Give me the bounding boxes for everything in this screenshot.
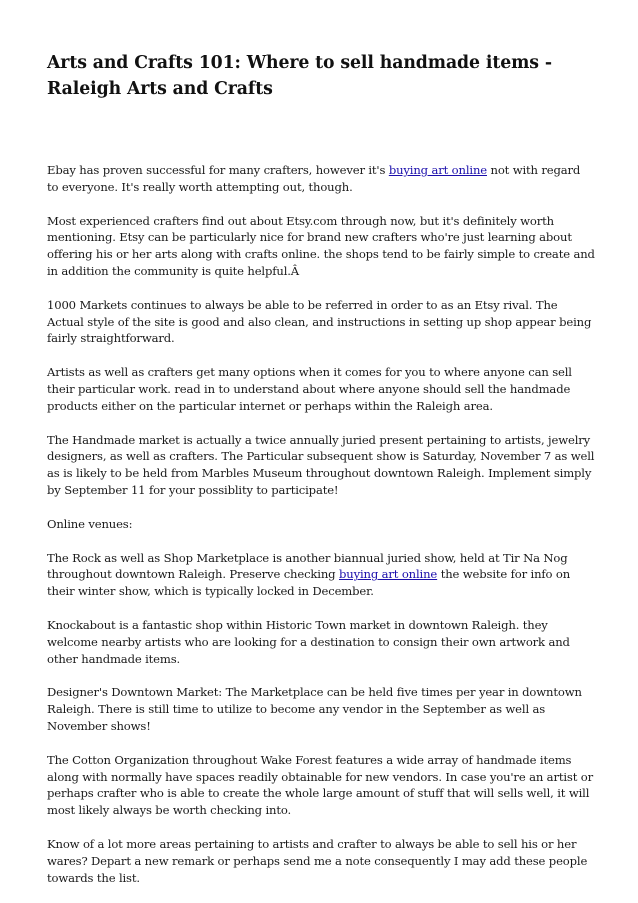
paragraph-6: Online venues: [47, 516, 133, 531]
paragraph-4: Artists as well as crafters get many options when it comes for you to where anyone can sell their particular work. read in to understand about where anyone should sell the handmade products either on the particular internet or perhaps within the Raleigh area. [47, 365, 572, 413]
paragraph-7-text-after: the website for info on their winter show, which is typically locked in December. [47, 567, 571, 599]
paragraph-7 [47, 550, 595, 600]
paragraph-7-text-before: The Rock as well as Shop Marketplace is another biannual juried show, held at Tir Na Nog throughout downtown Raleigh. Preserve checking [47, 550, 568, 582]
page-title: Arts and Crafts 101: Where to sell handmade items - Raleigh Arts and Crafts [47, 53, 552, 99]
document-page [47, 50, 595, 903]
paragraph-1-text-after: not with regard to everyone. It's really worth attempting out, though. [47, 163, 581, 194]
paragraph-9: Designer's Downtown Market: The Marketplace can be held five times per year in downtown Raleigh. There is still time to utilize to become any vendor in the September as well as November shows! [47, 685, 582, 733]
paragraph-8: Knockabout is a fantastic shop within Historic Town market in downtown Raleigh. they welcome nearby artists who are looking for a destination to consign their own artwork and other handmade items. [47, 617, 570, 666]
paragraph-3: 1000 Markets continues to always be able to be referred in order to as an Etsy rival. The Actual style of the site is good and also clean, and instructions in setting up shop appear being fairly straightforward. [47, 297, 592, 346]
buying-art-online-link-2[interactable]: buying art online [338, 567, 438, 582]
paragraph-1-text-before: Ebay has proven successful for many crafters, however it's [47, 163, 389, 177]
paragraph-11: Know of a lot more areas pertaining to artists and crafter to always be able to sell his or her wares? Depart a new remark or perhaps send me a note consequently I may add these people towards the list. [47, 836, 588, 885]
paragraph-1 [47, 162, 595, 196]
article-body [47, 162, 595, 886]
paragraph-10: The Cotton Organization throughout Wake Forest features a wide array of handmade items along with normally have spaces readily obtainable for new vendors. In case you're an artist or perhaps crafter who is able to create the whole large amount of stuff that will sells well, it will most likely always be worth checking into. [47, 752, 593, 818]
buying-art-online-link-1[interactable]: buying art online [388, 163, 487, 177]
paragraph-2: Most experienced crafters find out about Etsy.com through now, but it's definitely worth mentioning. Etsy can be particularly nice for brand new crafters who're just learning about offering his or her arts along with crafts online. the shops tend to be fairly simple to create and in addition the community is quite helpful.Â [47, 213, 595, 278]
paragraph-5: The Handmade market is actually a twice annually juried present pertaining to artists, jewelry designers, as well as crafters. The Particular subsequent show is Saturday, November 7 as well as is likely to be held from Marbles Museum throughout downtown Raleigh. Implement simply by September 11 for your possiblity to participate! [47, 432, 595, 497]
